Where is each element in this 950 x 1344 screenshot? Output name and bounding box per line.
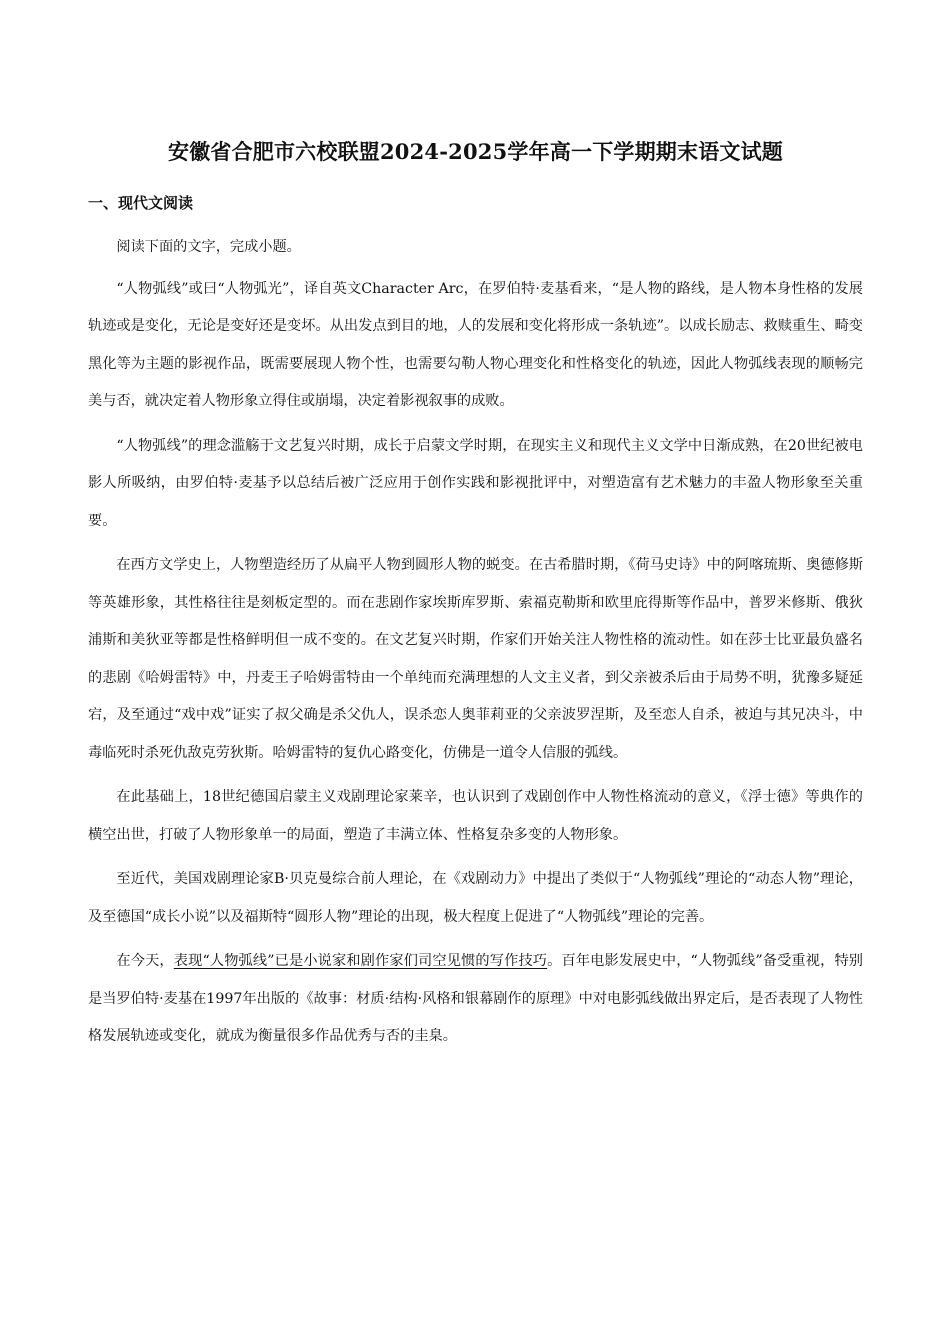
reading-passage	[88, 229, 863, 1063]
paragraph-4: 在此基础上，18世纪德国启蒙主义戏剧理论家莱辛，也认识到了戏剧创作中人物性格流动的意义，《浮士德》等典作的横空出世，打破了人物形象单一的局面，塑造了丰满立体、性格复杂多变的人物形象。	[88, 789, 863, 843]
underlined-sentence: 表现“人物弧线”已是小说家和剧作家们司空见惯的写作技巧	[173, 953, 548, 969]
paragraph-6	[88, 943, 863, 1056]
paragraph-6-lead: 在今天，	[116, 953, 174, 969]
paragraph-2: “人物弧线”的理念滥觞于文艺复兴时期，成长于启蒙文学时期，在现实主义和现代主义文学中日渐成熟，在20世纪被电影人所吸纳，由罗伯特·麦基予以总结后被广泛应用于创作实践和影视批评中，对塑造富有艺术魅力的丰盈人物形象至关重要。	[88, 437, 863, 529]
paragraph-6-rest: 。百年电影发展史中，“人物弧线”备受重视，特别是当罗伯特·麦基在1997年出版的《故事：材质·结构·风格和银幕剧作的原理》中对电影弧线做出界定后，是否表现了人物性格发展轨迹或变化，就成为衡量很多作品优秀与否的圭臬。	[88, 953, 863, 1044]
paragraph-3: 在西方文学史上，人物塑造经历了从扁平人物到圆形人物的蜕变。在古希腊时期，《荷马史诗》中的阿喀琉斯、奥德修斯等英雄形象，其性格往往是刻板定型的。而在悲剧作家埃斯库罗斯、索福克勒斯和欧里庇得斯等作品中，普罗米修斯、俄狄浦斯和美狄亚等都是性格鲜明但一成不变的。在文艺复兴时期，作家们开始关注人物性格的流动性。如在莎士比亚最负盛名的悲剧《哈姆雷特》中，丹麦王子哈姆雷特由一个单纯而充满理想的人文主义者，到父亲被杀后由于局势不明，犹豫多疑延宕，及至通过“戏中戏”证实了叔父确是杀父仇人，误杀恋人奥菲莉亚的父亲波罗涅斯，及至恋人自杀，被迫与其兄决斗，中毒临死时杀死仇敌克劳狄斯。哈姆雷特的复仇心路变化，仿佛是一道令人信服的弧线。	[88, 557, 863, 761]
paragraph-1: “人物弧线”或曰“人物弧光”，译自英文Character Arc，在罗伯特·麦基看来，“是人物的路线，是人物本身性格的发展轨迹或是变化，无论是变好还是变坏。从出发点到目的地，人的发展和变化将形成一条轨迹”。以成长励志、救赎重生、畸变黑化等为主题的影视作品，既需要展现人物个性，也需要勾勒人物心理变化和性格变化的轨迹，因此人物弧线表现的顺畅完美与否，就决定着人物形象立得住或崩塌，决定着影视叙事的成败。	[88, 280, 863, 409]
instruction-text: 阅读下面的文字，完成小题。	[116, 239, 301, 255]
section-heading: 一、现代文阅读	[88, 194, 194, 212]
paragraph-5: 至近代，美国戏剧理论家B·贝克曼综合前人理论，在《戏剧动力》中提出了类似于“人物弧线”理论的“动态人物”理论，及至德国“成长小说”以及福斯特“圆形人物”理论的出现，极大程度上促进了“人物弧线”理论的完善。	[88, 871, 863, 925]
document-title: 安徽省合肥市六校联盟2024-2025学年高一下学期期末语文试题	[167, 139, 783, 164]
